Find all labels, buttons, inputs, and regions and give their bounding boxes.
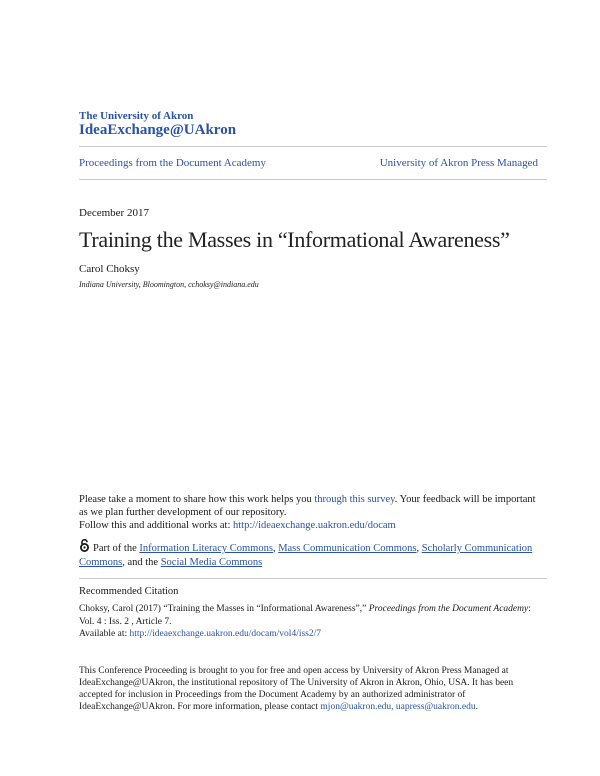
available-text: Available at: [79, 629, 130, 639]
contact-email-link[interactable]: mjon@uakron.edu, uapress@uakron.edu [320, 702, 476, 712]
citation-colon: : [528, 604, 531, 614]
recommended-citation-heading: Recommended Citation [79, 586, 179, 597]
citation-link[interactable]: http://ideaexchange.uakron.edu/docam/vol4/iss2/7 [129, 629, 322, 639]
citation-journal: Proceedings from the Document Academy [368, 604, 529, 614]
part-of-separator: , [272, 543, 279, 554]
commons-link-mass-communication[interactable]: Mass Communication Commons [278, 543, 417, 554]
commons-link-social-media[interactable]: Social Media Commons [160, 557, 263, 568]
nav-divider [79, 179, 547, 180]
article-title: Training the Masses in “Informational Awareness” [79, 227, 510, 252]
follow-text: Follow this and additional works at: [79, 520, 233, 531]
share-text-after: . Your feedback will be important as we plan further development of our repository. [79, 494, 536, 518]
share-section [79, 493, 544, 532]
part-of-prefix: Part of the [93, 543, 140, 554]
author-affiliation: Indiana University, Bloomington, cchoksy@indiana.edu [79, 280, 259, 289]
commons-link-scholarly-communication[interactable]: Scholarly Communication Commons [79, 543, 533, 568]
open-access-icon [79, 539, 90, 556]
footer-text: This Conference Proceeding is brought to you for free and open access by University of Akron Press Managed at IdeaExchange@UAkron, the institutional repository of The University of Akron in Akron, Ohio, USA. It has been accepted for inclusion in Proceedings from the Document Academy by an authorized administrator of IdeaExchange@UAkron. For more information, please contact [79, 666, 514, 712]
footer-notice [79, 665, 544, 713]
article-author: Carol Choksy [79, 263, 140, 275]
citation-text: Choksy, Carol (2017) “Training the Masses in “Informational Awareness”,” [79, 604, 369, 614]
commons-link-information-literacy[interactable]: Information Literacy Commons [139, 543, 273, 554]
repository-name[interactable]: IdeaExchange@UAkron [79, 122, 237, 138]
citation-divider [79, 578, 547, 579]
share-text-before: Please take a moment to share how this work helps you [79, 494, 315, 505]
citation-volume: Vol. 4 : Iss. 2 , Article 7. [79, 616, 172, 627]
follow-link[interactable]: http://ideaexchange.uakron.edu/docam [233, 520, 396, 531]
institution-name: The University of Akron [79, 110, 194, 122]
part-of-separator: , and the [122, 557, 161, 568]
survey-link[interactable]: through this survey [314, 494, 395, 505]
article-date: December 2017 [79, 207, 149, 219]
part-of-section [79, 539, 544, 569]
footer-end: . [475, 702, 479, 712]
nav-link-press[interactable]: University of Akron Press Managed [379, 157, 538, 169]
part-of-separator: , [416, 543, 422, 554]
header-divider [79, 146, 547, 147]
citation-block [79, 603, 544, 641]
nav-link-proceedings[interactable]: Proceedings from the Document Academy [79, 157, 266, 169]
